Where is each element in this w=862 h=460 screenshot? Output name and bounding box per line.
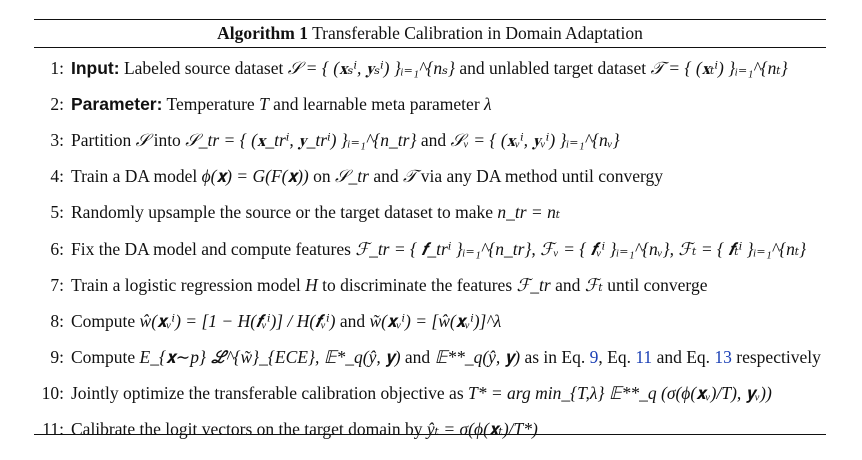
equation-ref-link[interactable]: 9 [589,347,599,368]
line-text: and Eq. [652,347,715,368]
math-expression: ŵ(𝐱ᵥⁱ) = [1 − H(𝒇ᵥⁱ)] / H(𝒇ᵥⁱ) [139,310,336,331]
line-text: and learnable meta parameter [268,93,485,114]
line-number: 3: [50,129,64,150]
line-text: and [335,310,370,331]
math-expression: H [305,274,318,295]
math-expression: ϕ(𝐱) = G(F(𝐱)) [201,166,309,187]
math-expression: ℱ_tr [516,274,551,295]
line-keyword: Input: [71,57,120,78]
math-expression: 𝒮 [135,129,150,150]
line-text: Calibrate the logit vectors on the target domain by [71,419,427,440]
math-expression: 𝒮_tr [335,166,369,187]
algorithm-line [34,86,826,122]
math-expression: n_tr = nₜ [497,202,561,223]
math-expression: ℱ_tr = { 𝒇_trⁱ }ᵢ₌₁^{n_tr}, ℱᵥ = { 𝒇ᵥⁱ }ᵢ₌₁^{nᵥ}, ℱₜ = { 𝒇ₜⁱ }ᵢ₌₁^{nₜ} [355,238,807,259]
line-text: Labeled source dataset [119,57,288,78]
equation-ref-link[interactable]: 13 [714,347,732,368]
line-content [64,311,501,332]
line-text: via any DA method until convergy [416,166,663,187]
line-content [64,347,821,368]
algorithm-line [34,122,826,158]
line-text: and [416,129,451,150]
line-text: Fix the DA model and compute features [71,238,356,259]
math-expression: 𝒮ᵥ = { (𝐱ᵥⁱ, 𝐲ᵥⁱ) }ᵢ₌₁^{nᵥ} [450,129,620,150]
line-text: on [308,166,335,187]
math-expression: ℱₜ [584,274,603,295]
algorithm-line [34,412,826,448]
line-number: 2: [50,93,64,114]
line-number: 7: [50,274,64,295]
line-keyword: Parameter: [71,93,163,114]
line-number: 11: [42,419,64,440]
algorithm-number: Algorithm 1 [217,23,308,43]
line-text: Jointly optimize the transferable calibration objective as [71,383,469,404]
line-text: to discriminate the features [317,274,517,295]
line-content [64,383,772,404]
line-content [64,58,788,79]
line-text: and [368,166,403,187]
line-content [64,130,620,151]
line-content [64,419,538,440]
line-number: 10: [41,383,64,404]
algorithm-line [34,303,826,339]
math-expression: ŷₜ = σ(ϕ(𝐱ₜ)/T*) [426,419,538,440]
line-content [64,166,663,187]
bottom-rule [34,434,826,435]
line-text: Compute [71,310,140,331]
math-expression: T [259,93,269,114]
math-expression: 𝒮 = { (𝐱ₛⁱ, 𝐲ₛⁱ) }ᵢ₌₁^{nₛ} [287,57,455,78]
line-number: 9: [50,347,64,368]
math-expression: 𝔼**_q(ŷ, 𝐲) [434,347,521,368]
line-number: 6: [50,238,64,259]
equation-ref-link[interactable]: 11 [635,347,653,368]
line-content [64,275,707,296]
line-text: Temperature [162,93,260,114]
line-number: 4: [50,166,64,187]
math-expression: 𝒮_tr = { (𝐱_trⁱ, 𝐲_trⁱ) }ᵢ₌₁^{n_tr} [185,129,417,150]
line-text: until converge [602,274,708,295]
algorithm-line [34,159,826,195]
algorithm-box [34,19,826,448]
algorithm-line [34,267,826,303]
math-expression: λ [484,93,492,114]
math-expression: T* = arg min_{T,λ} 𝔼**_q (σ(ϕ(𝐱ᵥ)/T), 𝐲ᵥ)) [468,383,772,404]
line-content [64,94,492,115]
line-text: Train a logistic regression model [71,274,306,295]
line-text: as in Eq. [520,347,590,368]
line-number: 1: [50,57,64,78]
line-number: 5: [50,202,64,223]
line-content [64,202,560,223]
algorithm-line [34,50,826,86]
math-expression: E_{𝐱∼p} ℒ^{w̃}_{ECE}, 𝔼*_q(ŷ, 𝐲) [139,347,401,368]
math-expression: 𝒯 [403,166,417,187]
line-text: and unlabled target dataset [454,57,651,78]
line-text: and [400,347,435,368]
line-text: Randomly upsample the source or the target dataset to make [71,202,498,223]
line-text: Partition [71,129,136,150]
line-text: Train a DA model [71,166,202,187]
line-content [64,239,806,260]
line-text: and [550,274,585,295]
line-text: respectively [731,347,821,368]
algorithm-line [34,340,826,376]
algorithm-line [34,195,826,231]
line-text: into [149,129,186,150]
line-number: 8: [50,310,64,331]
math-expression: 𝒯 = { (𝐱ₜⁱ) }ᵢ₌₁^{nₜ} [650,57,788,78]
line-text: Compute [71,347,140,368]
algorithm-line [34,376,826,412]
algorithm-title [34,20,826,47]
algorithm-steps [34,48,826,448]
algorithm-line [34,231,826,267]
algorithm-title-text: Transferable Calibration in Domain Adaptation [312,23,643,43]
line-text: , Eq. [598,347,636,368]
math-expression: w̃(𝐱ᵥⁱ) = [ŵ(𝐱ᵥⁱ)]^λ [369,310,502,331]
